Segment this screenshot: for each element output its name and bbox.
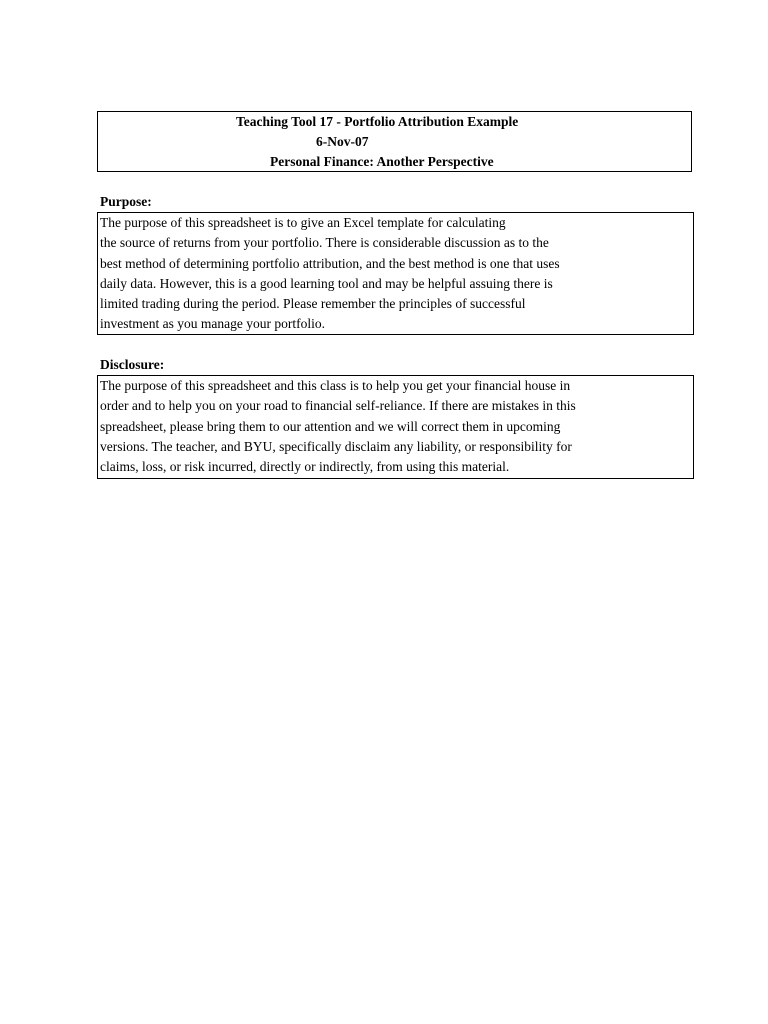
header-box xyxy=(97,111,692,172)
disclosure-label: Disclosure: xyxy=(100,357,165,372)
purpose-box xyxy=(97,212,694,335)
disclosure-line: versions. The teacher, and BYU, specifically disclaim any liability, or responsibility for xyxy=(100,438,572,454)
disclosure-line: order and to help you on your road to financial self-reliance. If there are mistakes in this xyxy=(100,398,576,414)
document-title: Teaching Tool 17 - Portfolio Attribution Example xyxy=(236,114,519,129)
disclosure-box xyxy=(97,375,694,479)
document-date: 6-Nov-07 xyxy=(316,134,369,149)
purpose-line: the source of returns from your portfolio. There is considerable discussion as to the xyxy=(100,235,549,251)
disclosure-line: claims, loss, or risk incurred, directly or indirectly, from using this material. xyxy=(100,459,510,475)
purpose-line: investment as you manage your portfolio. xyxy=(100,316,325,332)
purpose-line: The purpose of this spreadsheet is to give an Excel template for calculating xyxy=(100,215,506,230)
purpose-line: daily data. However, this is a good learning tool and may be helpful assuing there is xyxy=(100,275,553,291)
disclosure-line: The purpose of this spreadsheet and this class is to help you get your financial house in xyxy=(100,378,571,393)
purpose-line: limited trading during the period. Please remember the principles of successful xyxy=(100,296,526,312)
purpose-line: best method of determining portfolio attribution, and the best method is one that uses xyxy=(100,255,560,271)
purpose-label: Purpose: xyxy=(100,194,152,209)
document-subtitle: Personal Finance: Another Perspective xyxy=(270,154,494,169)
disclosure-line: spreadsheet, please bring them to our attention and we will correct them in upcoming xyxy=(100,418,561,434)
